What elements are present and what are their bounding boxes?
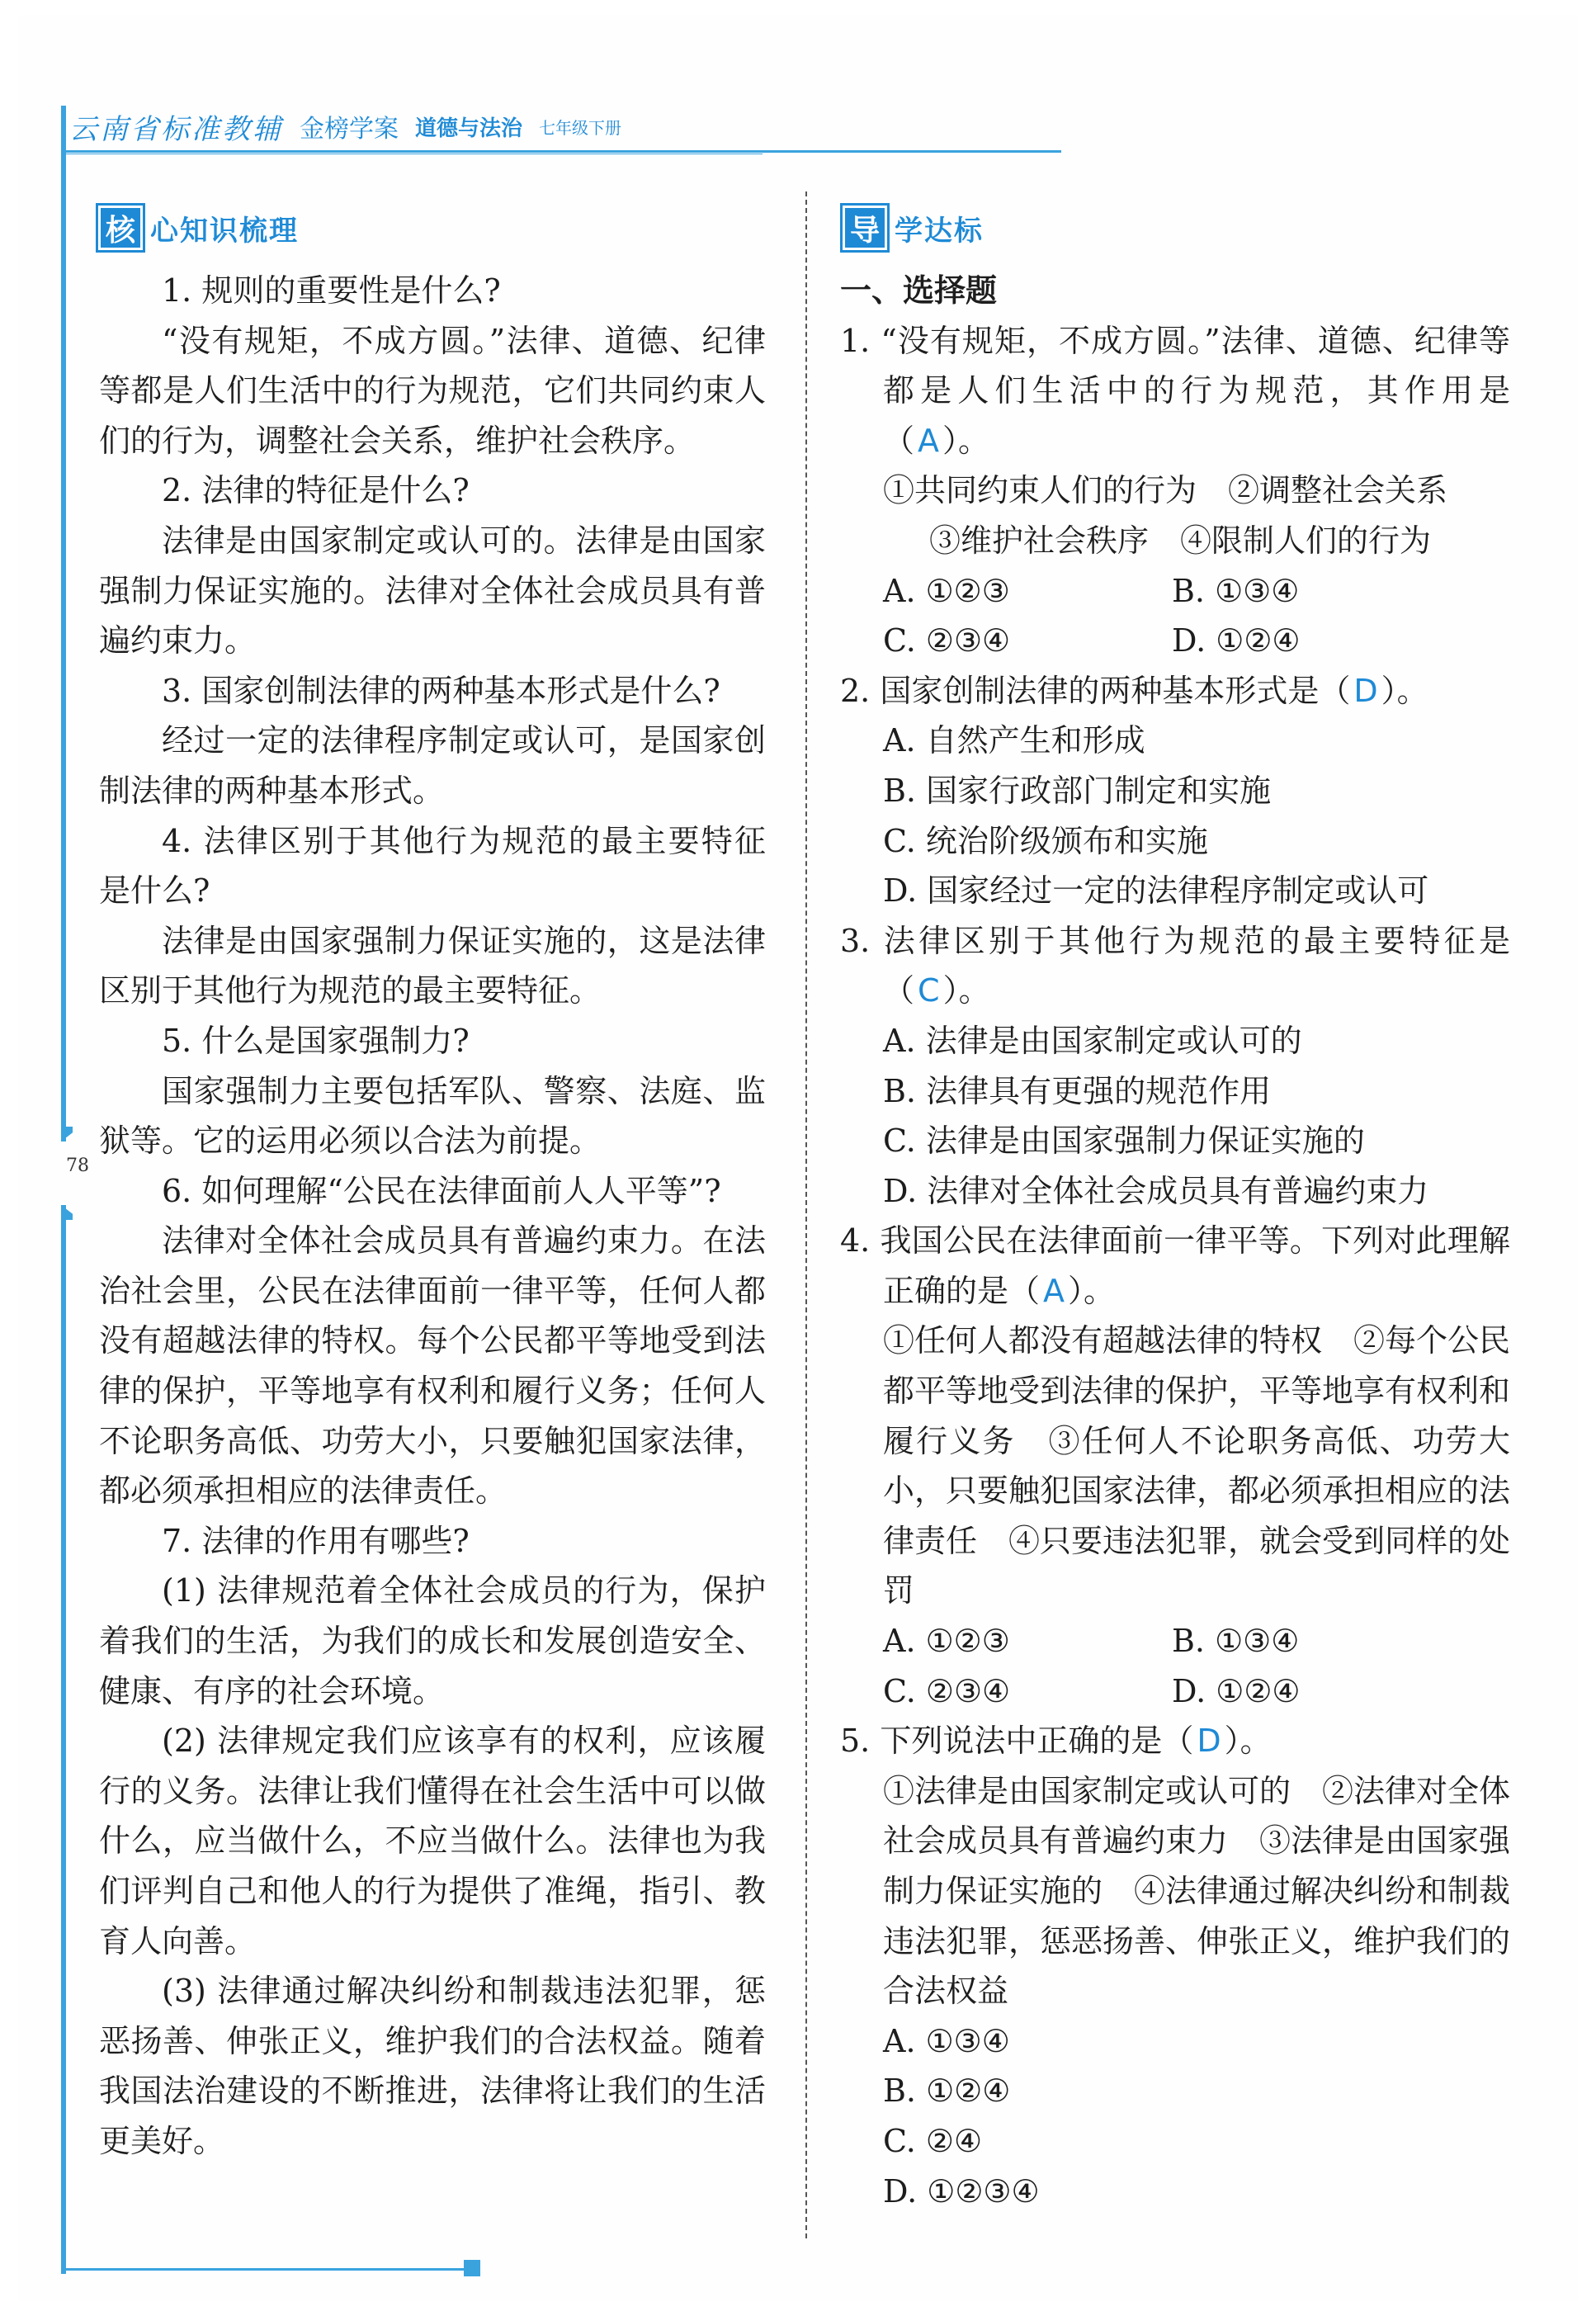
answer-mark: C [918,972,940,1009]
stem-text: 1. “没有规矩，不成方圆。”法律、道德、纪律等都是人们生活中的行为规范，其作用是（ [840,322,1510,459]
knowledge-answer: (1) 法律规范着全体社会成员的行为，保护着我们的生活，为我们的成长和发展创造安全、健康、有序的社会环境。 [99,1572,766,1709]
practice-column [840,266,1510,2216]
subject-name: 道德与法治 [415,116,523,141]
knowledge-answer: 法律对全体社会成员具有普遍约束力。在法治社会里，公民在法律面前一律平等，任何人都没有超越法律的特权。每个公民都平等地受到法律的保护，平等地享有权利和履行义务；任何人不论职务高低、功劳大小，只要触犯国家法律，都必须承担相应的法律责任。 [99,1222,766,1510]
knowledge-answer: 法律是由国家制定或认可的。法律是由国家强制力保证实施的。法律对全体社会成员具有普遍约束力。 [99,522,766,659]
option: D. 国家经过一定的法律程序制定或认可 [883,872,1429,910]
option: B. ①③④ [1172,572,1300,609]
section-title: 心知识梳理 [150,214,299,248]
question-stem [840,316,1510,466]
option: B. ①②④ [883,2073,1011,2110]
option: D. ①②④ [1172,1672,1301,1709]
statement-text: ①任何人都没有超越法律的特权 ②每个公民都平等地受到法律的保护，平等地享有权利和履行义务 ③任何人不论职务高低、功劳大小，只要触犯国家法律，都必须承担相应的法律责任 ④只要违法犯罪，就会受到同样的处罚 [883,1322,1511,1609]
option: C. ②④ [883,2122,983,2159]
option-row [840,1616,1510,1666]
margin-bar-top [61,106,66,1141]
stem-end: ）。 [942,422,990,459]
column-divider [805,191,807,2238]
answer-mark: A [918,422,940,459]
section-heading-practice [840,203,984,253]
section-title: 学达标 [895,214,984,248]
option: C. ②③④ [883,1672,1011,1709]
answer-mark: A [1043,1272,1065,1309]
stem-end: ）。 [942,972,990,1009]
knowledge-question: 4. 法律区别于其他行为规范的最主要特征是什么? [99,822,766,910]
knowledge-answer: “没有规矩，不成方圆。”法律、道德、纪律等都是人们生活中的行为规范，它们共同约束人们的行为，调整社会关系，维护社会秩序。 [99,322,766,459]
knowledge-question: 7. 法律的作用有哪些? [162,1522,470,1559]
stem-text: 5. 下列说法中正确的是（ [840,1723,1194,1760]
option-row [840,566,1510,617]
option: A. ①③④ [883,2022,1010,2059]
question-stem [840,1716,1510,1766]
brand-name: 金榜学案 [300,115,399,144]
option: B. ①③④ [1172,1623,1300,1660]
answer-mark: D [1197,1723,1221,1760]
knowledge-answer: (3) 法律通过解决纠纷和制裁违法犯罪，惩恶扬善、伸张正义，维护我们的合法权益。随着我国法治建设的不断推进，法律将让我们的生活更美好。 [99,1973,766,2159]
knowledge-question: 5. 什么是国家强制力? [162,1022,470,1059]
knowledge-question: 6. 如何理解“公民在法律面前人人平等”? [162,1172,721,1209]
question-stem [840,916,1510,1016]
option: C. 统治阶级颁布和实施 [883,822,1208,859]
footer-rule [61,2268,474,2271]
option: D. 法律对全体社会成员具有普遍约束力 [883,1172,1429,1209]
option: A. 自然产生和形成 [883,722,1145,759]
knowledge-column [99,266,766,2167]
option: A. ①②③ [883,1623,1010,1660]
option: D. ①②④ [1172,622,1301,659]
knowledge-question: 1. 规则的重要性是什么? [162,272,501,309]
statement-text: ①法律是由国家制定或认可的 ②法律对全体社会成员具有普遍约束力 ③法律是由国家强制力保证实施的 ④法律通过解决纠纷和制裁违法犯罪，惩恶扬善、伸张正义，维护我们的合法权益 [883,1772,1511,2010]
margin-bar-bottom [61,1205,66,2274]
knowledge-answer: 经过一定的法律程序制定或认可，是国家创制法律的两种基本形式。 [99,722,766,809]
section-badge: 导 [840,203,890,253]
option: C. ②③④ [883,622,1011,659]
option: B. 法律具有更强的规范作用 [883,1072,1272,1109]
knowledge-question: 2. 法律的特征是什么? [162,472,470,509]
statement-line: ①共同约束人们的行为 ②调整社会关系 [883,472,1448,509]
option: D. ①②③④ [883,2172,1040,2210]
knowledge-answer: 国家强制力主要包括军队、警察、法庭、监狱等。它的运用必须以合法为前提。 [99,1072,766,1160]
stem-text: 3. 法律区别于其他行为规范的最主要特征是（ [840,922,1510,1009]
running-header [69,104,621,149]
knowledge-answer: (2) 法律规定我们应该享有的权利，应该履行的义务。法律让我们懂得在社会生活中可以做什么，应当做什么，不应当做什么。法律也为我们评判自己和他人的行为提供了准绳，指引、教育人向善。 [99,1723,766,1959]
option: A. 法律是由国家制定或认可的 [883,1022,1302,1059]
section-heading-knowledge [96,203,299,253]
section-badge: 核 [96,203,145,253]
question-stem [840,666,1510,716]
question-stem [840,1216,1510,1316]
option: A. ①②③ [883,572,1010,609]
stem-end: ）。 [1224,1723,1272,1760]
stem-text: 2. 国家创制法律的两种基本形式是（ [840,672,1351,709]
grade-label: 七年级下册 [539,117,622,138]
stem-end: ）。 [1381,672,1428,709]
stem-text: 4. 我国公民在法律面前一律平等。下列对此理解正确的是（ [840,1222,1510,1309]
footer-square [464,2260,480,2276]
knowledge-answer: 法律是由国家强制力保证实施的，这是法律区别于其他行为规范的最主要特征。 [99,922,766,1009]
option: C. 法律是由国家强制力保证实施的 [883,1123,1365,1160]
answer-mark: D [1353,672,1378,709]
stem-end: ）。 [1068,1272,1116,1309]
question-type-heading: 一、选择题 [840,272,998,309]
header-rule [61,150,1061,153]
option: B. 国家行政部门制定和实施 [883,772,1272,809]
option-row [840,616,1510,666]
series-name: 云南省标准教辅 [69,112,283,146]
page-number: 78 [66,1156,89,1176]
option-row [840,1666,1510,1717]
statement-line: ③维护社会秩序 ④限制人们的行为 [929,522,1432,559]
knowledge-question: 3. 国家创制法律的两种基本形式是什么? [162,672,720,709]
